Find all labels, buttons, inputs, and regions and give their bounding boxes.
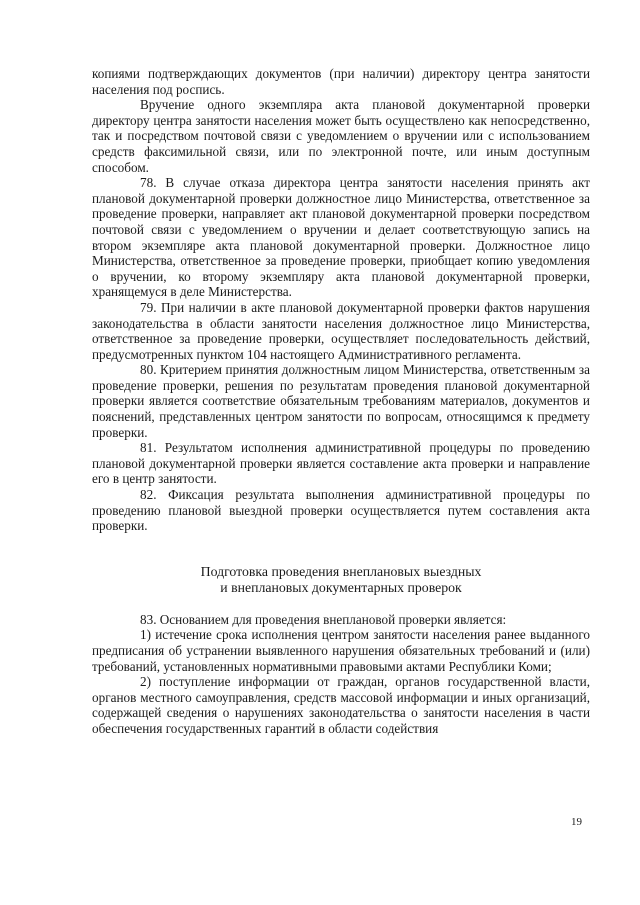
paragraph-79: 79. При наличии в акте плановой документарной проверки фактов нарушения законодательства в области занятости населения должностное лицо Министерства, ответственное за проведение проверки, осуществляет последовательность действий, предусмотренных пунктом 104 настоящего Административного регламента. — [92, 299, 590, 362]
paragraph-continuation: копиями подтверждающих документов (при наличии) директору центра занятости населения под роспись. — [92, 66, 590, 97]
paragraph-82: 82. Фиксация результата выполнения административной процедуры по проведению плановой выездной проверки осуществляется путем составления акта проверки. — [92, 487, 590, 534]
paragraph-83: 83. Основанием для проведения внеплановой проверки является: — [140, 611, 507, 627]
paragraph-83-item-1: 1) истечение срока исполнения центром занятости населения ранее выданного предписания об устранении выявленного нарушения обязательных требований и (или) требований, установленных нормативными правовыми актами Республики Коми; — [92, 627, 590, 674]
section-heading-line-2: и внеплановых документарных проверок — [220, 579, 462, 595]
paragraph-delivery: Вручение одного экземпляра акта плановой документарной проверки директору центра занятости населения может быть осуществлено как непосредственно, так и посредством почтовой связи с уведомлением о вручении или с использованием средств факсимильной связи, или по электронной почте, или иным доступным способом. — [92, 97, 590, 175]
section-heading-line-1: Подготовка проведения внеплановых выездных — [200, 563, 482, 579]
section-heading — [92, 564, 590, 596]
paragraph-80: 80. Критерием принятия должностным лицом Министерства, ответственным за проведение проверки, решения по результатам проведения плановой документарной проверки является соответствие обязательным требованиям материалов, документов и пояснений, представленных центром занятости по вопросам, относящимся к предмету проверки. — [92, 362, 590, 440]
page-number: 19 — [571, 816, 582, 828]
paragraph-81: 81. Результатом исполнения административной процедуры по проведению плановой документарной проверки является составление акта проверки и направление его в центр занятости. — [92, 440, 590, 487]
paragraph-83-item-2: 2) поступление информации от граждан, органов государственной власти, органов местного самоуправления, средств массовой информации и иных организаций, содержащей сведения о нарушениях законодательства о занятости населения в части обеспечения государственных гарантий в области содействия — [92, 674, 590, 736]
paragraph-78: 78. В случае отказа директора центра занятости населения принять акт плановой документарной проверки должностное лицо Министерства, ответственное за проведение проверки, направляет акт плановой документарной проверки посредством почтовой связи с уведомлением о вручении и делает соответствующую запись на втором экземпляре акта плановой документарной проверки. Должностное лицо Министерства, ответственное за проведение проверки, приобщает копию уведомления о вручении, ко второму экземпляру акта плановой документарной проверки, хранящемуся в деле Министерства. — [92, 175, 590, 300]
